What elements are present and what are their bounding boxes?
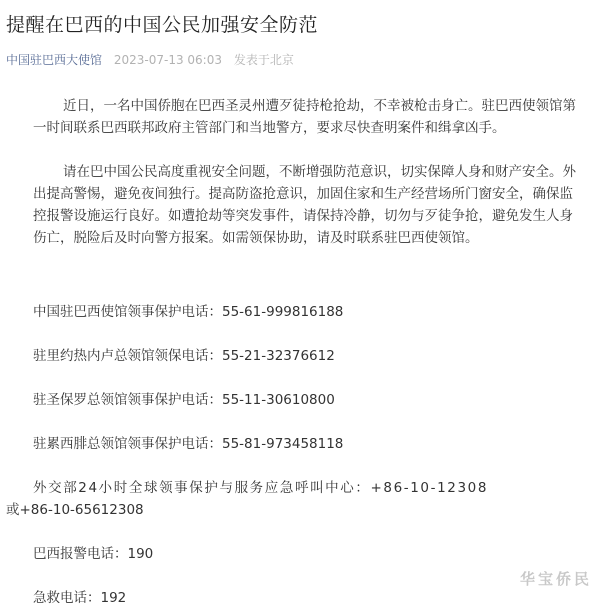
contact-mfa-hotline: 外交部24小时全球领事保护与服务应急呼叫中心：+86-10-12308 — [33, 480, 489, 496]
contact-ambulance: 急救电话：192 — [33, 590, 127, 606]
watermark-logo: 华宝侨民 — [519, 570, 592, 588]
contact-recife: 驻累西腓总领馆领事保护电话：55-81-973458118 — [33, 436, 344, 452]
contact-rio: 驻里约热内卢总领馆领保电话：55-21-32376612 — [33, 348, 335, 364]
article-title: 提醒在巴西的中国公民加强安全防范 — [6, 14, 319, 36]
contact-sao-paulo: 驻圣保罗总领馆领事保护电话：55-11-30610800 — [33, 392, 335, 408]
publish-location: 发表于北京 — [233, 53, 294, 67]
contact-embassy: 中国驻巴西使馆领事保护电话：55-61-999816188 — [33, 304, 344, 320]
contact-police: 巴西报警电话：190 — [33, 546, 154, 562]
contact-mfa-hotline-alt: 或+86-10-65612308 — [6, 502, 144, 518]
source-account-link[interactable]: 中国驻巴西大使馆 — [6, 53, 103, 67]
body-paragraph-advice: 请在巴中国公民高度重视安全问题，不断增强防范意识，切实保障人身和财产安全。外出提高警惕，避免夜间独行。提高防盗抢意识，加固住家和生产经营场所门窗安全，确保监控报警设施运行良好。如遭抢劫等突发事件，请保持冷静，切勿与歹徒争抢，避免发生人身伤亡，脱险后及时向警方报案。如需领保协助，请及时联系驻巴西使领馆。 — [33, 164, 576, 246]
article-meta — [6, 51, 294, 68]
body-paragraph-incident: 近日，一名中国侨胞在巴西圣灵州遭歹徒持枪抢劫，不幸被枪击身亡。驻巴西使领馆第一时间联系巴西联邦政府主管部门和当地警方，要求尽快查明案件和缉拿凶手。 — [33, 98, 576, 136]
publish-date: 2023-07-13 06:03 — [113, 53, 222, 67]
